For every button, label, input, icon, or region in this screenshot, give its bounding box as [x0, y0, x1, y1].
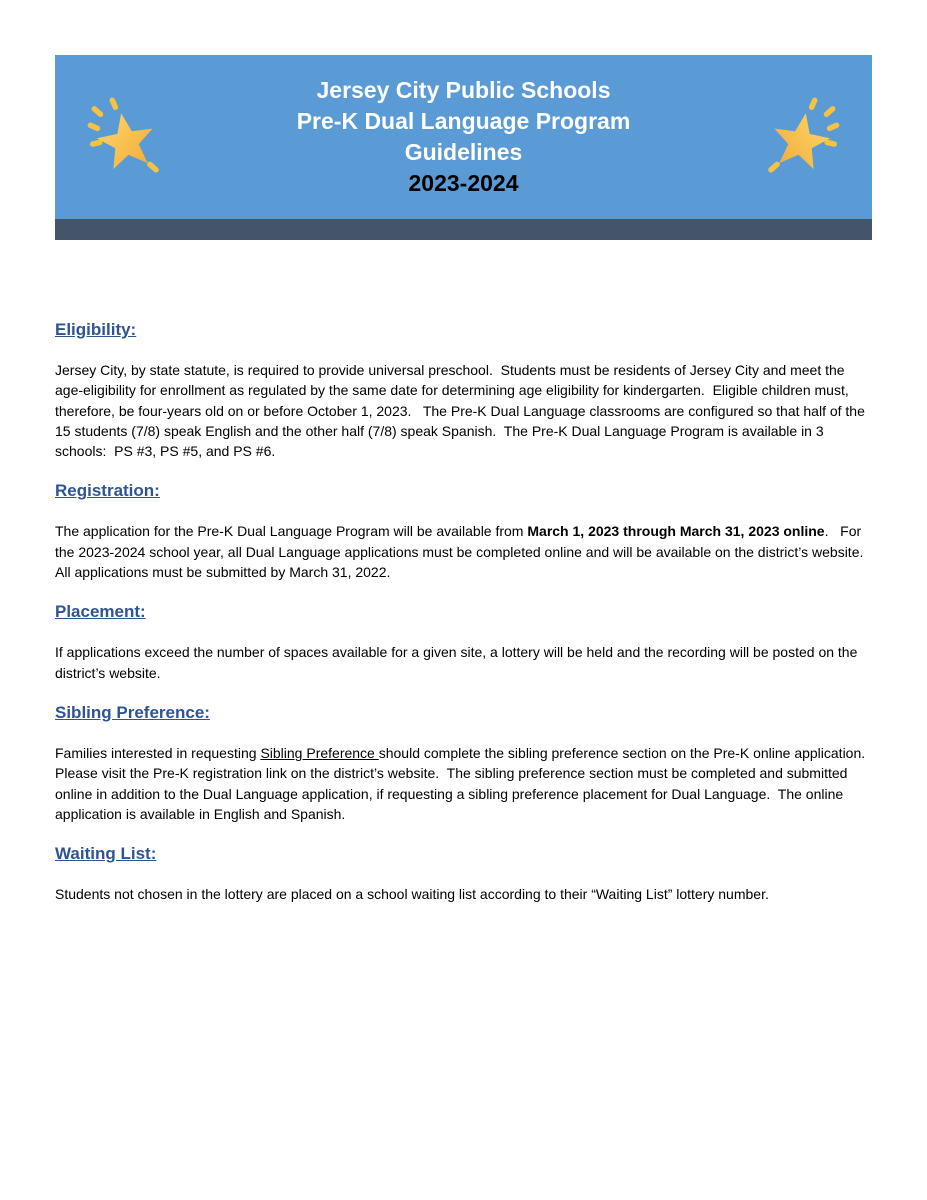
text-segment: Jersey City, by state statute, is required to provide universal preschool. Students must be residents of Jersey City and meet the age-eligibility for enrollment as regulated by the same date for determining age eligibility for kindergarten. Eligible children must, therefore, be four-years old on or before October 1, 2023. The Pre-K Dual Language classrooms are configured so that half of the 15 students (7/8) speak English and the other half (7/8) speak Spanish. The Pre-K Dual Language Program is available in 3 schools: PS #3, PS #5, and PS #6. — [55, 362, 869, 460]
document-body — [0, 240, 927, 904]
glowing-star-icon — [760, 87, 846, 187]
text-segment: Families interested in requesting — [55, 744, 261, 761]
doc-section — [55, 602, 872, 683]
doc-section — [55, 844, 872, 904]
text-segment: March 1, 2023 through March 31, 2023 online — [527, 523, 825, 540]
document-header — [0, 55, 927, 240]
paragraph — [55, 521, 872, 582]
banner-text-block — [167, 75, 760, 199]
doc-section — [55, 481, 872, 582]
banner-title-line: Guidelines — [404, 139, 523, 165]
section-heading: Registration: — [55, 481, 160, 501]
section-paragraphs — [55, 521, 872, 582]
section-paragraphs — [55, 360, 872, 461]
section-paragraphs — [55, 884, 872, 904]
text-segment: Students not chosen in the lottery are placed on a school waiting list according to their “Waiting List” lottery number. — [55, 886, 769, 903]
paragraph — [55, 884, 872, 904]
section-heading: Waiting List: — [55, 844, 157, 864]
text-segment: . For the 2023-2024 school year, all Dual Language applications must be completed online and will be available on the district’s website. All applications must be submitted by March 31, 2022. — [55, 523, 871, 581]
paragraph — [55, 360, 872, 461]
section-paragraphs — [55, 642, 872, 683]
section-heading: Sibling Preference: — [55, 702, 210, 722]
text-segment: The application for the Pre-K Dual Language Program will be available from — [55, 523, 528, 540]
paragraph — [55, 743, 872, 824]
banner-title-line: Pre-K Dual Language Program — [296, 108, 631, 134]
section-heading: Placement: — [55, 602, 146, 622]
banner-title-line: Jersey City Public Schools — [316, 77, 611, 103]
sections-container — [55, 320, 872, 904]
glowing-star-icon — [81, 87, 167, 187]
header-divider-bar — [55, 219, 872, 240]
section-heading: Eligibility: — [55, 320, 137, 339]
header-banner — [55, 55, 872, 219]
text-segment: Sibling Preference — [260, 744, 379, 761]
doc-section — [55, 703, 872, 824]
text-segment: If applications exceed the number of spaces available for a given site, a lottery will be held and the recording will be posted on the district’s website. — [55, 644, 862, 681]
paragraph — [55, 642, 872, 683]
doc-section — [55, 320, 872, 461]
banner-school-year: 2023-2024 — [408, 170, 519, 196]
section-paragraphs — [55, 743, 872, 824]
text-segment: should complete the sibling preference section on the Pre-K online application. Please visit the Pre-K registration link on the district’s website. The sibling preference section must be completed and submitted online in addition to the Dual Language application, if requesting a sibling preference placement for Dual Language. The online application is available in English and Spanish. — [55, 744, 873, 822]
